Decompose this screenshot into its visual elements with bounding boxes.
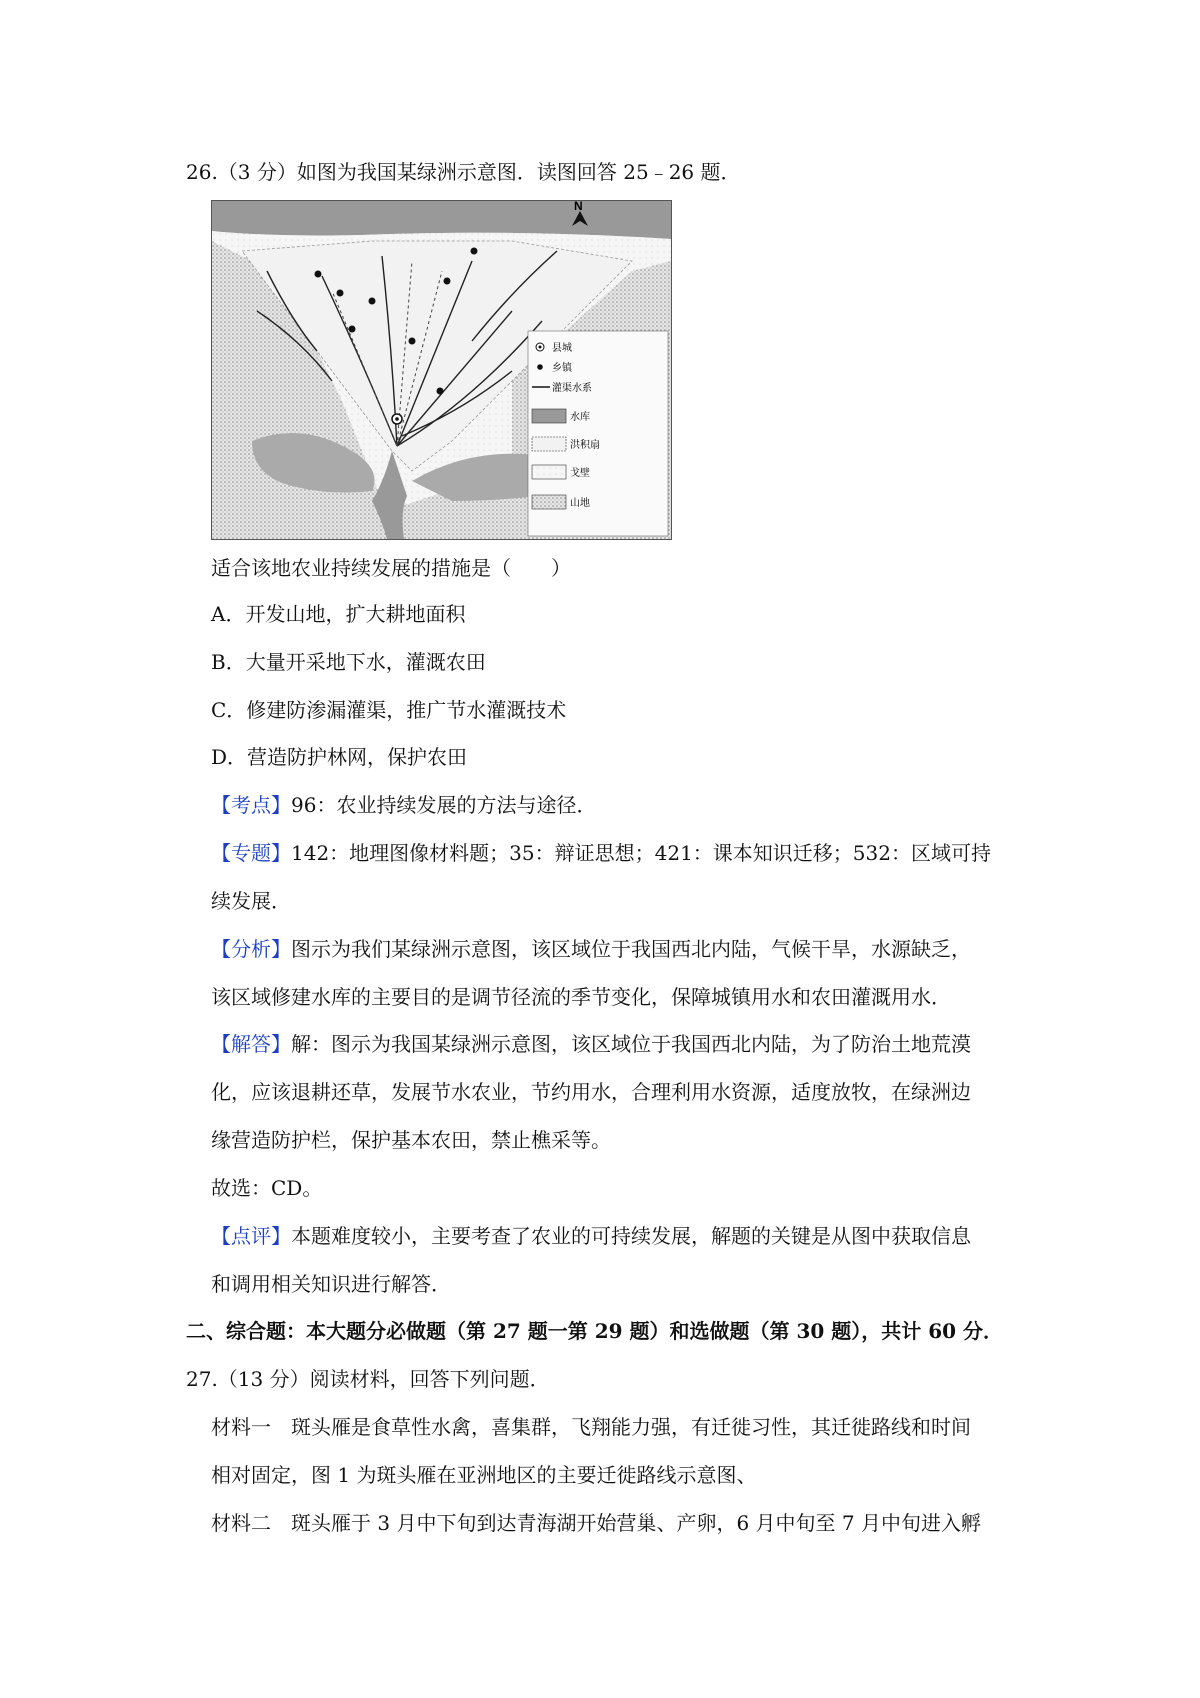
zhuanti-text-1: 142：地理图像材料题；35：辩证思想；421：课本知识迁移；532：区域可持: [291, 841, 991, 865]
answer-line: 故选：CD。: [211, 1176, 323, 1200]
material-1-line-1: 材料一 斑头雁是食草性水禽，喜集群，飞翔能力强，有迁徙习性，其迁徙路线和时间: [211, 1415, 971, 1439]
legend-township: 乡镇: [552, 363, 572, 374]
material-2-line-1: 材料二 斑头雁于 3 月中下旬到达青海湖开始营巢、产卵，6 月中旬至 7 月中旬进入孵: [211, 1511, 981, 1535]
dianping-label: 【点评】: [211, 1224, 291, 1248]
dianping-text-1: 本题难度较小，主要考查了农业的可持续发展，解题的关键是从图中获取信息: [291, 1224, 971, 1248]
map-legend: [528, 331, 668, 536]
jieda-text-2: 化，应该退耕还草，发展节水农业，节约用水，合理利用水资源，适度放牧，在绿洲边: [211, 1080, 971, 1104]
legend-canal: 灌渠水系: [552, 383, 592, 394]
dianping-text-2: 和调用相关知识进行解答．: [211, 1272, 451, 1296]
oasis-map: [211, 200, 672, 540]
zhuanti-text-2: 续发展．: [211, 889, 291, 913]
dianping-line: [211, 1222, 971, 1250]
section-2-title: 二、综合题：本大题分必做题（第 27 题一第 29 题）和选做题（第 30 题），共计 60 分．: [186, 1319, 1004, 1343]
north-label: N: [574, 200, 583, 213]
question-26-prompt: 适合该地农业持续发展的措施是（ ）: [211, 556, 571, 580]
legend-reservoir: 水库: [570, 412, 590, 423]
zhuanti-line: [211, 839, 991, 867]
material-1-line-2: 相对固定，图 1 为斑头雁在亚洲地区的主要迁徙路线示意图、: [211, 1463, 757, 1487]
option-c: C．修建防渗漏灌渠，推广节水灌溉技术: [211, 698, 567, 722]
legend-alluvial-fan: 洪积扇: [570, 440, 600, 451]
legend-county: 县城: [552, 343, 572, 354]
legend-gobi: 戈壁: [570, 468, 590, 479]
question-27-stem: 27.（13 分）阅读材料，回答下列问题．: [186, 1367, 550, 1391]
fenxi-line: [211, 935, 971, 963]
zhuanti-label: 【专题】: [211, 841, 291, 865]
option-d: D．营造防护林网，保护农田: [211, 745, 468, 769]
kaodian-text: 96：农业持续发展的方法与途径．: [291, 793, 597, 817]
fenxi-text-1: 图示为我们某绿洲示意图，该区域位于我国西北内陆，气候干旱，水源缺乏，: [291, 937, 971, 961]
jieda-text-1: 解：图示为我国某绿洲示意图，该区域位于我国西北内陆，为了防治土地荒漠: [291, 1032, 971, 1056]
kaodian-label: 【考点】: [211, 793, 291, 817]
kaodian-line: [211, 791, 596, 819]
fenxi-text-2: 该区域修建水库的主要目的是调节径流的季节变化，保障城镇用水和农田灌溉用水．: [211, 985, 951, 1009]
option-b: B．大量开采地下水，灌溉农田: [211, 650, 486, 674]
legend-mountain: 山地: [570, 498, 590, 509]
jieda-line: [211, 1030, 971, 1058]
question-26-stem: 26.（3 分）如图为我国某绿洲示意图．读图回答 25﹣26 题．: [186, 160, 741, 184]
jieda-text-3: 缘营造防护栏，保护基本农田，禁止樵采等。: [211, 1128, 611, 1152]
option-a: A．开发山地，扩大耕地面积: [211, 602, 466, 626]
fenxi-label: 【分析】: [211, 937, 291, 961]
jieda-label: 【解答】: [211, 1032, 291, 1056]
